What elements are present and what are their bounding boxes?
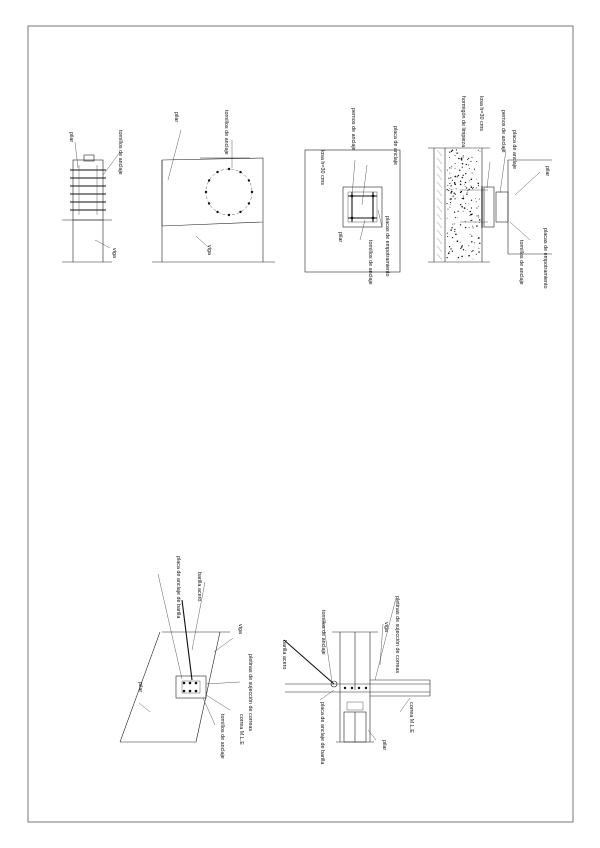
stipple-dot (462, 177, 463, 178)
stipple-dot (454, 223, 455, 224)
detail-2 (152, 130, 275, 262)
stipple-dot (467, 192, 468, 193)
d4-pernos-label: pernos de anclaje (500, 110, 506, 153)
d3-losa-label: losa h=30 cms (319, 150, 325, 185)
stipple-dot (456, 188, 457, 189)
stipple-dot (479, 243, 480, 244)
stipple-dot (450, 248, 451, 249)
stipple-dot (474, 242, 475, 243)
stipple-dot (469, 168, 470, 169)
stipple-dot (468, 245, 469, 246)
d5-viga-label: viga (237, 624, 243, 634)
stipple-dot (457, 176, 458, 177)
stipple-dot (461, 246, 462, 247)
stipple-dot (457, 211, 458, 212)
stipple-dot (471, 220, 472, 221)
stipple-dot (447, 185, 448, 186)
d6-barilla-label: barilla acero (281, 640, 287, 670)
stipple-dot (460, 191, 462, 193)
stipple-dot (469, 211, 471, 213)
d3-placas-emp-label: placas de empotramiento (384, 216, 390, 277)
stipple-dot (462, 198, 463, 199)
stipple-dot (476, 225, 478, 227)
stipple-dot (476, 179, 477, 180)
stipple-dot (471, 213, 472, 214)
stipple-dot (471, 241, 472, 242)
d2-pilar-label: pilar (173, 112, 179, 123)
d4-hormigon-label: hormigón de limpieza (460, 96, 466, 148)
stipple-dot (454, 231, 455, 232)
stipple-dot (454, 212, 455, 213)
stipple-dot (461, 159, 463, 161)
stipple-dot (449, 167, 450, 168)
stipple-dot (453, 195, 454, 196)
stipple-dot (470, 178, 472, 180)
stipple-dot (476, 187, 477, 188)
stipple-dot (462, 167, 463, 168)
d4-placas-emp-label: placas de empotramiento (542, 228, 548, 289)
stipple-dot (447, 170, 448, 171)
stipple-dot (465, 227, 466, 228)
d4-tornillos-label: tornillos de anclaje (518, 240, 524, 285)
stipple-dot (460, 204, 461, 205)
stipple-dot (454, 176, 456, 178)
stipple-dot (458, 158, 460, 160)
stipple-dot (449, 183, 450, 184)
stipple-dot (458, 153, 459, 154)
stipple-dot (476, 254, 477, 255)
stipple-dot (473, 227, 474, 228)
stipple-dot (452, 150, 454, 152)
d6-pletinas-label: pletinas de sujección de correas (394, 596, 400, 674)
stipple-dot (470, 234, 471, 235)
d6-placa-barilla-label: placa de anclaje de barilla (319, 702, 325, 765)
stipple-dot (449, 157, 450, 158)
stipple-dot (450, 177, 451, 178)
d3-pilar-label: pilar (337, 232, 343, 243)
stipple-dot (467, 159, 468, 160)
stipple-dot (461, 256, 463, 258)
stipple-dot (479, 219, 481, 221)
stipple-dot (459, 170, 460, 171)
stipple-dot (478, 206, 479, 207)
stipple-dot (455, 168, 456, 169)
stipple-dot (476, 215, 477, 216)
stipple-dot (478, 216, 479, 217)
stipple-dot (478, 183, 480, 185)
stipple-dot (473, 259, 474, 260)
concrete-stipple (446, 149, 480, 259)
stipple-dot (466, 187, 467, 188)
stipple-dot (455, 194, 456, 195)
stipple-dot (460, 184, 462, 186)
stipple-dot (452, 251, 453, 252)
d1-viga-label: viga (111, 248, 117, 258)
stipple-dot (463, 155, 464, 156)
stipple-dot (463, 196, 464, 197)
stipple-dot (476, 201, 477, 202)
detail-1 (62, 142, 120, 262)
stipple-dot (478, 215, 479, 216)
stipple-dot (466, 193, 467, 194)
stipple-dot (451, 166, 452, 167)
d4-placa-label: placa de anclaje (511, 130, 517, 169)
stipple-dot (464, 184, 465, 185)
stipple-dot (450, 204, 451, 205)
d6-tornillos-label: tornillos de anclaje (320, 610, 326, 655)
stipple-dot (457, 240, 459, 242)
d5-correa-label: correa M.L.E (238, 714, 244, 745)
stipple-dot (457, 217, 458, 218)
d5-pilar-label: pilar (137, 682, 143, 693)
stipple-dot (476, 161, 477, 162)
stipple-dot (447, 233, 448, 234)
stipple-dot (455, 234, 457, 236)
stipple-dot (450, 188, 451, 189)
stipple-dot (463, 175, 464, 176)
stipple-dot (474, 169, 475, 170)
d5-barilla-label: barilla acero (196, 572, 202, 602)
stipple-dot (461, 206, 463, 208)
stipple-dot (478, 251, 480, 253)
stipple-dot (451, 189, 452, 190)
stipple-dot (450, 207, 451, 208)
stipple-dot (461, 157, 463, 159)
stipple-dot (448, 190, 449, 191)
stipple-dot (469, 215, 470, 216)
stipple-dot (471, 157, 472, 158)
stipple-dot (454, 155, 455, 156)
stipple-dot (455, 198, 456, 199)
stipple-dot (471, 251, 472, 252)
d6-correa-label: correa M.L.E (408, 702, 414, 733)
stipple-dot (450, 202, 451, 203)
stipple-dot (449, 246, 450, 247)
stipple-dot (474, 168, 475, 169)
stipple-dot (468, 204, 469, 205)
stipple-dot (460, 181, 461, 182)
d1-pilar-label: pilar (68, 132, 74, 143)
d5-pletinas-label: pletinas de sujección de correas (247, 654, 253, 732)
stipple-dot (460, 242, 461, 243)
stipple-dot (470, 161, 471, 162)
stipple-dot (456, 149, 457, 150)
stipple-dot (452, 237, 453, 238)
d1-tornillos-label: tornillos de anclaje (117, 130, 123, 175)
stipple-dot (448, 209, 449, 210)
d3-pernos-label: pernos de anclaje (350, 108, 356, 151)
stipple-dot (478, 248, 479, 249)
stipple-dot (478, 237, 480, 239)
stipple-dot (460, 224, 461, 225)
stipple-dot (458, 257, 460, 259)
stipple-dot (479, 199, 480, 200)
stipple-dot (472, 172, 473, 173)
stipple-dot (471, 200, 472, 201)
stipple-dot (452, 180, 453, 181)
stipple-dot (447, 189, 448, 190)
stipple-dot (475, 198, 476, 199)
stipple-dot (469, 227, 470, 228)
stipple-dot (460, 248, 461, 249)
stipple-dot (463, 157, 464, 158)
stipple-dot (478, 150, 479, 151)
d2-viga-label: viga (206, 245, 212, 255)
stipple-dot (454, 229, 455, 230)
stipple-dot (465, 182, 467, 184)
d6-viga-label: viga (383, 622, 389, 632)
stipple-dot (471, 185, 472, 186)
d5-placa-barilla-label: placa de anclaje de barilla (175, 556, 181, 619)
stipple-dot (468, 165, 469, 166)
stipple-dot (449, 251, 450, 252)
stipple-dot (451, 168, 452, 169)
stipple-dot (455, 163, 456, 164)
detail-4 (428, 148, 552, 262)
stipple-dot (451, 151, 452, 152)
stipple-dot (470, 220, 471, 221)
stipple-dot (454, 193, 455, 194)
stipple-dot (471, 207, 472, 208)
stipple-dot (478, 185, 479, 186)
stipple-dot (467, 209, 468, 210)
stipple-dot (476, 208, 477, 209)
stipple-dot (450, 229, 452, 231)
stipple-dot (468, 158, 469, 159)
stipple-dot (449, 152, 450, 153)
stipple-dot (465, 250, 466, 251)
stipple-dot (462, 245, 463, 246)
stipple-dot (472, 188, 473, 189)
stipple-dot (471, 236, 472, 237)
stipple-dot (472, 250, 473, 251)
d3-placa-label: placa de anclaje (392, 126, 398, 165)
stipple-dot (446, 203, 447, 204)
d3-tornillos-label: tornillos de anclaje (367, 240, 373, 285)
d4-losa-label: losa h=30 cms (478, 96, 484, 131)
stipple-dot (473, 187, 474, 188)
d2-tornillos-label: tornillos de anclaje (223, 110, 229, 155)
stipple-dot (448, 178, 449, 179)
stipple-dot (456, 153, 457, 154)
stipple-dot (463, 249, 464, 250)
stipple-dot (466, 164, 467, 165)
stipple-dot (469, 180, 470, 181)
stipple-dot (447, 236, 448, 237)
stipple-dot (451, 185, 452, 186)
stipple-dot (451, 191, 453, 193)
stipple-dot (465, 203, 466, 204)
stipple-dot (446, 257, 447, 258)
stipple-dot (472, 226, 473, 227)
stipple-dot (480, 151, 481, 152)
stipple-dot (449, 173, 450, 174)
d4-pilar-label: pilar (544, 166, 550, 177)
stipple-dot (447, 218, 448, 219)
stipple-dot (465, 173, 466, 174)
stipple-dot (454, 183, 456, 185)
stipple-dot (463, 211, 464, 212)
stipple-dot (452, 224, 453, 225)
stipple-dot (464, 207, 466, 209)
stipple-dot (465, 186, 466, 187)
stipple-dot (467, 190, 468, 191)
stipple-dot (458, 175, 459, 176)
stipple-dot (471, 186, 473, 188)
stipple-dot (448, 252, 450, 254)
sheet-border (28, 26, 573, 822)
stipple-dot (462, 163, 464, 165)
stipple-dot (451, 227, 452, 228)
stipple-dot (455, 217, 456, 218)
d6-pilar-label: pilar (381, 740, 387, 751)
stipple-dot (468, 255, 470, 257)
stipple-dot (449, 199, 450, 200)
d5-tornillos-label: tornillos de anclaje (219, 714, 225, 759)
